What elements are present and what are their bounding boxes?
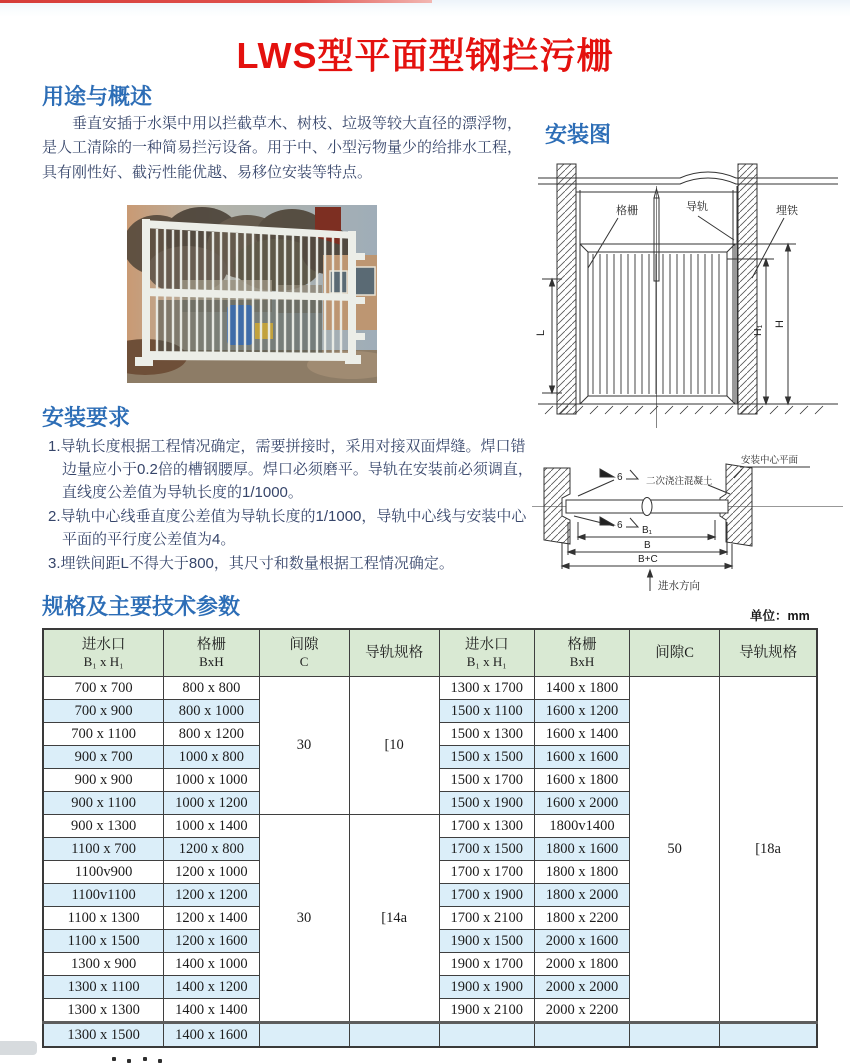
spec-cell: 800 x 1000 xyxy=(164,700,259,723)
spec-cell: 1000 x 1400 xyxy=(164,815,259,838)
spec-cell: 1500 x 1100 xyxy=(439,700,534,723)
spec-cell: 1100 x 1300 xyxy=(43,907,164,930)
spec-cell: 1300 x 1100 xyxy=(43,976,164,999)
requirement-item: 1.导轨长度根据工程情况确定，需要拼接时，采用对接双面焊缝。焊口错边量应小于0.2倍的槽钢腰厚。焊口必须磨平。导轨在安装前必须调直，直线度公差值为导轨长度的1/1000。 xyxy=(48,438,533,501)
spec-cell: 1800 x 1600 xyxy=(534,838,629,861)
weld-size-top-label: 6 xyxy=(617,472,623,483)
overview-paragraph: 垂直安插于水渠中用以拦截草木、树枝、垃圾等较大直径的漂浮物，是人工清除的一种简易拦污设备。用于中、小型污物量少的给排水工程，具有刚性好、截污性能优越、易移位安装等特点。 xyxy=(42,115,523,181)
spec-table-body xyxy=(43,677,817,1048)
spec-cell: 1400 x 1400 xyxy=(164,999,259,1023)
spec-cell: 1400 x 1200 xyxy=(164,976,259,999)
spec-cell: 2000 x 1800 xyxy=(534,953,629,976)
col-header-rail-left: 导轨规格 xyxy=(349,629,439,677)
embed-iron-label: 埋铁 xyxy=(776,205,798,217)
spec-cell: 1900 x 1500 xyxy=(439,930,534,953)
spec-cell: 1100 x 1500 xyxy=(43,930,164,953)
grid-label: 格栅 xyxy=(616,205,638,217)
dim-l-label: L xyxy=(535,329,547,336)
page-title: LWS型平面型钢拦污栅 xyxy=(236,35,614,76)
rail-label: 导轨 xyxy=(686,201,708,213)
top-red-accent-line xyxy=(0,0,432,3)
spec-cell: 2000 x 2200 xyxy=(534,999,629,1023)
spec-cell: 1100v900 xyxy=(43,861,164,884)
spec-cell: 700 x 900 xyxy=(43,700,164,723)
spec-cell: 1300 x 900 xyxy=(43,953,164,976)
unit-label: 单位：mm xyxy=(750,609,810,623)
spec-cell xyxy=(439,1023,534,1048)
spec-cell: 1700 x 2100 xyxy=(439,907,534,930)
spec-table-container xyxy=(42,628,818,1048)
spec-cell: 1100v1100 xyxy=(43,884,164,907)
overview-heading: 用途与概述 xyxy=(42,84,153,109)
spec-cell: 1800 x 1800 xyxy=(534,861,629,884)
spec-cell: 700 x 1100 xyxy=(43,723,164,746)
scan-artifact-patch xyxy=(0,1041,37,1055)
spec-cell: 1200 x 1200 xyxy=(164,884,259,907)
spec-cell: 1900 x 1700 xyxy=(439,953,534,976)
spec-cell: 1900 x 1900 xyxy=(439,976,534,999)
spec-cell: 2000 x 1600 xyxy=(534,930,629,953)
spec-cell: 2000 x 2000 xyxy=(534,976,629,999)
spec-cell: 1200 x 1600 xyxy=(164,930,259,953)
elevation-drawing xyxy=(530,156,845,433)
col-header-rail-right: 导轨规格 xyxy=(720,629,817,677)
spec-cell xyxy=(259,1023,349,1048)
spec-cell: 1700 x 1900 xyxy=(439,884,534,907)
spec-cell: 1800 x 2000 xyxy=(534,884,629,907)
product-photo xyxy=(127,205,377,383)
spec-cell: 1500 x 1300 xyxy=(439,723,534,746)
dim-h-label: H xyxy=(774,320,786,328)
requirements-heading: 安装要求 xyxy=(42,405,131,430)
spec-cell: 1000 x 800 xyxy=(164,746,259,769)
spec-cell: 1400 x 1000 xyxy=(164,953,259,976)
spec-cell: 30 xyxy=(259,677,349,815)
spec-cell: 1500 x 1900 xyxy=(439,792,534,815)
spec-cell: 1500 x 1700 xyxy=(439,769,534,792)
spec-cell: [18a xyxy=(720,677,817,1023)
spec-table-row xyxy=(43,677,817,700)
flow-direction-label: 进水方向 xyxy=(658,580,700,592)
spec-cell: 1900 x 2100 xyxy=(439,999,534,1023)
install-diagram-heading: 安装图 xyxy=(545,122,612,147)
spec-cell: 800 x 800 xyxy=(164,677,259,700)
spec-cell: 30 xyxy=(259,815,349,1023)
spec-cell: 1000 x 1200 xyxy=(164,792,259,815)
spec-cell: 1800 x 2200 xyxy=(534,907,629,930)
center-plane-label: 安装中心平面 xyxy=(741,455,799,466)
spec-cell: 1800v1400 xyxy=(534,815,629,838)
spec-cell xyxy=(534,1023,629,1048)
plan-drawing xyxy=(530,436,845,599)
concrete-label: 二次浇注混凝土 xyxy=(646,476,713,487)
specs-heading: 规格及主要技术参数 xyxy=(42,594,241,619)
col-header-gap-right: 间隙C xyxy=(630,629,720,677)
spec-cell: 900 x 700 xyxy=(43,746,164,769)
spec-cell: 1600 x 1800 xyxy=(534,769,629,792)
spec-cell: 900 x 1300 xyxy=(43,815,164,838)
spec-cell: 1700 x 1500 xyxy=(439,838,534,861)
spec-cell: 1600 x 1200 xyxy=(534,700,629,723)
spec-cell: 1200 x 1400 xyxy=(164,907,259,930)
spec-cell: 1300 x 1700 xyxy=(439,677,534,700)
col-header-gap-left: 间隙 C xyxy=(259,629,349,677)
dim-bc-label: B+C xyxy=(638,554,658,565)
spec-cell: 1000 x 1000 xyxy=(164,769,259,792)
spec-cell: 1400 x 1800 xyxy=(534,677,629,700)
spec-cell: 900 x 1100 xyxy=(43,792,164,815)
spec-cell: 900 x 900 xyxy=(43,769,164,792)
weld-size-bottom-label: 6 xyxy=(617,520,623,531)
spec-cell: 1100 x 700 xyxy=(43,838,164,861)
spec-cell: 1600 x 1400 xyxy=(534,723,629,746)
spec-cell: 700 x 700 xyxy=(43,677,164,700)
spec-cell: [14a xyxy=(349,815,439,1023)
install-plan-diagram xyxy=(530,436,845,599)
spec-table-header-row xyxy=(43,629,817,677)
requirement-item: 3.埋铁间距L不得大于800，其尺寸和数量根据工程情况确定。 xyxy=(48,554,454,572)
col-header-grille-left: 格栅 BxH xyxy=(164,629,259,677)
requirements-list xyxy=(48,436,536,577)
col-header-inlet-right: 进水口 B₁ x H₁ xyxy=(439,629,534,677)
spec-cell: 1300 x 1500 xyxy=(43,1023,164,1048)
col-header-grille-right: 格栅 BxH xyxy=(534,629,629,677)
dim-b-label: B xyxy=(644,540,651,551)
spec-cell: 1200 x 1000 xyxy=(164,861,259,884)
requirement-item: 2.导轨中心线垂直度公差值为导轨长度的1/1000，导轨中心线与安装中心平面的平行度公差值为4。 xyxy=(48,507,527,548)
spec-cell: 1300 x 1300 xyxy=(43,999,164,1023)
spec-cell: 1700 x 1300 xyxy=(439,815,534,838)
spec-table-row xyxy=(43,1023,817,1048)
spec-cell: 50 xyxy=(630,677,720,1023)
install-elevation-diagram xyxy=(530,156,845,433)
spec-table xyxy=(42,628,818,1048)
spec-cell xyxy=(630,1023,720,1048)
spec-cell xyxy=(349,1023,439,1048)
col-header-inlet-left: 进水口 B₁ x H₁ xyxy=(43,629,164,677)
dim-b1-label: B₁ xyxy=(642,525,653,536)
spec-cell: 1600 x 2000 xyxy=(534,792,629,815)
trash-rack-photo-image xyxy=(127,205,377,383)
spec-cell: [10 xyxy=(349,677,439,815)
spec-cell: 800 x 1200 xyxy=(164,723,259,746)
dim-h1-label: H₁ xyxy=(752,324,764,336)
spec-cell: 1200 x 800 xyxy=(164,838,259,861)
spec-cell xyxy=(720,1023,817,1048)
spec-cell: 1500 x 1500 xyxy=(439,746,534,769)
spec-cell: 1600 x 1600 xyxy=(534,746,629,769)
spec-cell: 1700 x 1700 xyxy=(439,861,534,884)
spec-cell: 1400 x 1600 xyxy=(164,1023,259,1048)
